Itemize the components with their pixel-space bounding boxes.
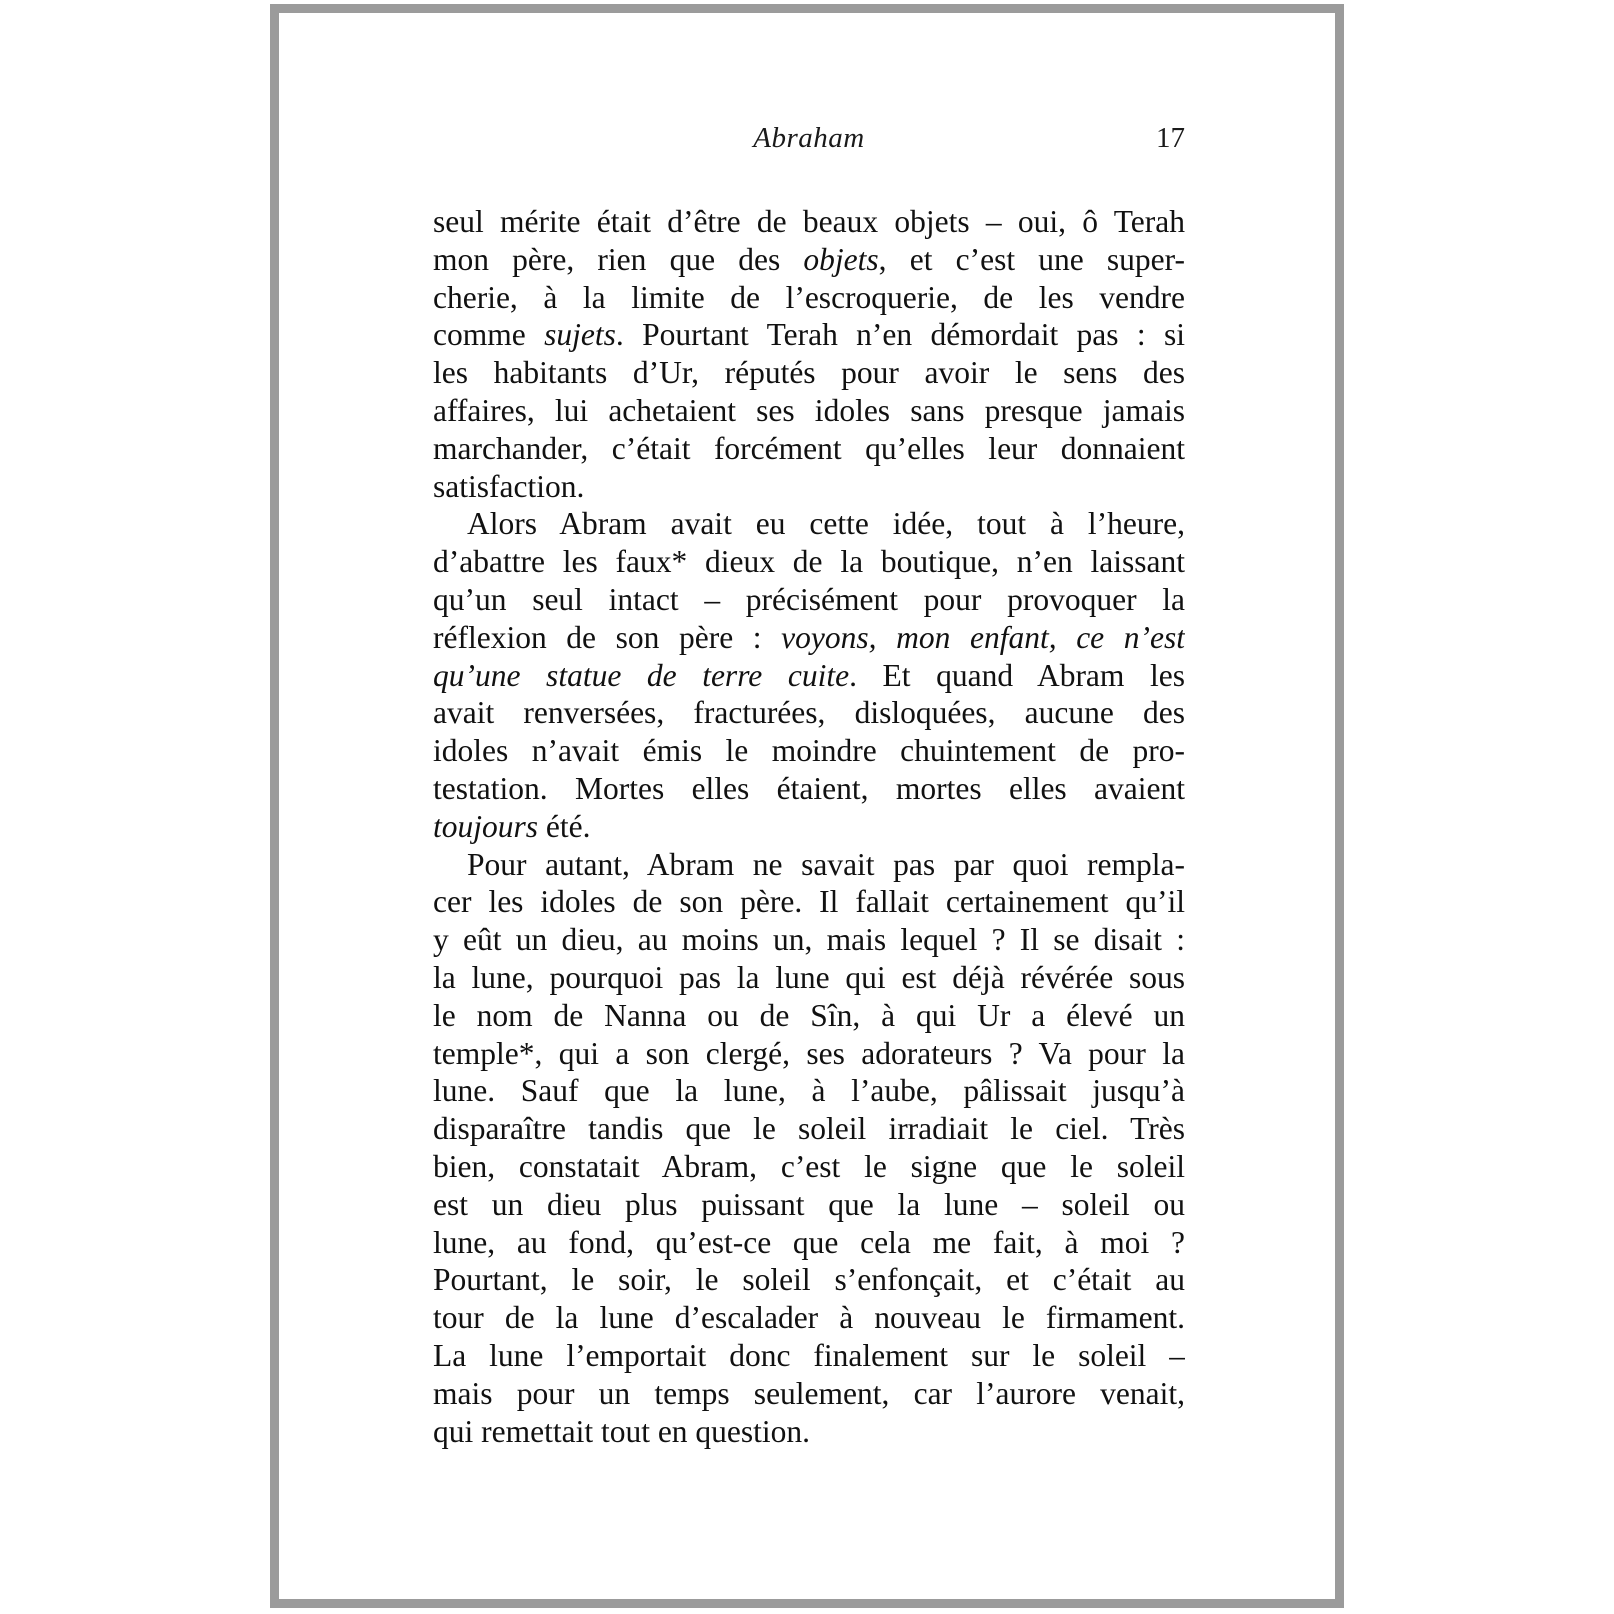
text-run: cherie, à la limite de l’escroquerie, de les vendre xyxy=(433,279,1185,315)
text-run: disparaître tandis que le soleil irradiait le ciel. Très xyxy=(433,1111,1185,1147)
text-run: Pour autant, Abram ne savait pas par quoi rempla- xyxy=(467,846,1185,882)
text-line xyxy=(433,1261,1185,1299)
text-line xyxy=(433,921,1185,959)
text-line xyxy=(433,1224,1185,1262)
text-line xyxy=(433,883,1185,921)
text-line xyxy=(433,543,1185,581)
italic-run: toujours xyxy=(433,808,539,844)
text-run: testation. Mortes elles étaient, mortes elles avaient xyxy=(433,770,1185,806)
italic-run: voyons, mon enfant, ce n’est xyxy=(781,619,1185,655)
text-run: y eût un dieu, au moins un, mais lequel ? Il se disait : xyxy=(433,922,1185,958)
running-title: Abraham xyxy=(753,122,865,154)
text-line xyxy=(433,732,1185,770)
text-run: comme xyxy=(433,317,545,353)
text-line xyxy=(433,1299,1185,1337)
text-line xyxy=(433,808,1185,846)
text-line xyxy=(433,1375,1185,1413)
text-line xyxy=(433,203,1185,241)
italic-run: sujets xyxy=(544,317,616,353)
body-text xyxy=(433,203,1185,1450)
text-run: . Et quand Abram les xyxy=(849,657,1185,693)
text-run: qui remettait tout en question. xyxy=(433,1413,811,1449)
text-line xyxy=(433,770,1185,808)
text-line xyxy=(433,392,1185,430)
text-line xyxy=(433,1413,1185,1451)
text-line xyxy=(433,505,1185,543)
text-line xyxy=(433,279,1185,317)
text-run: affaires, lui achetaient ses idoles sans presque jamais xyxy=(433,392,1185,428)
text-line xyxy=(433,430,1185,468)
text-line xyxy=(433,316,1185,354)
text-line xyxy=(433,468,1185,506)
text-run: le nom de Nanna ou de Sîn, à qui Ur a élevé un xyxy=(433,997,1185,1033)
running-head xyxy=(433,122,1185,162)
text-line xyxy=(433,1110,1185,1148)
text-run: idoles n’avait émis le moindre chuintement de pro- xyxy=(433,733,1185,769)
text-run: temple*, qui a son clergé, ses adorateurs ? Va pour la xyxy=(433,1035,1185,1071)
italic-run: qu’une statue de terre cuite xyxy=(433,657,850,693)
text-line xyxy=(433,846,1185,884)
text-run: mais pour un temps seulement, car l’aurore venait, xyxy=(433,1375,1185,1411)
text-line xyxy=(433,619,1185,657)
text-run: qu’un seul intact – précisément pour provoquer la xyxy=(433,581,1185,617)
text-run: est un dieu plus puissant que la lune – soleil ou xyxy=(433,1186,1185,1222)
text-run: été. xyxy=(538,808,591,844)
italic-run: objets xyxy=(803,241,879,277)
text-run: mon père, rien que des xyxy=(433,241,804,277)
text-line xyxy=(433,1186,1185,1224)
text-run: tour de la lune d’escalader à nouveau le firmament. xyxy=(433,1300,1185,1336)
text-line xyxy=(433,354,1185,392)
text-run: les habitants d’Ur, réputés pour avoir le sens des xyxy=(433,355,1185,391)
text-line xyxy=(433,581,1185,619)
text-run: marchander, c’était forcément qu’elles leur donnaient xyxy=(433,430,1185,466)
text-line xyxy=(433,1148,1185,1186)
text-run: lune. Sauf que la lune, à l’aube, pâlissait jusqu’à xyxy=(433,1073,1185,1109)
text-run: d’abattre les faux* dieux de la boutique, n’en laissant xyxy=(433,544,1185,580)
text-run: avait renversées, fracturées, disloquées, aucune des xyxy=(433,695,1185,731)
text-run: satisfaction. xyxy=(433,468,585,504)
text-run: cer les idoles de son père. Il fallait certainement qu’il xyxy=(433,884,1185,920)
text-line xyxy=(433,997,1185,1035)
text-line xyxy=(433,241,1185,279)
text-run: Alors Abram avait eu cette idée, tout à l’heure, xyxy=(467,506,1185,542)
text-run: La lune l’emportait donc finalement sur le soleil – xyxy=(433,1337,1185,1373)
text-line xyxy=(433,959,1185,997)
text-line xyxy=(433,1035,1185,1073)
text-line xyxy=(433,1072,1185,1110)
text-run: Pourtant, le soir, le soleil s’enfonçait, et c’était au xyxy=(433,1262,1185,1298)
text-line xyxy=(433,657,1185,695)
page-number: 17 xyxy=(1156,122,1185,154)
text-run: la lune, pourquoi pas la lune qui est déjà révérée sous xyxy=(433,959,1185,995)
text-run: . Pourtant Terah n’en démordait pas : si xyxy=(615,317,1185,353)
text-line xyxy=(433,694,1185,732)
text-run: bien, constatait Abram, c’est le signe que le soleil xyxy=(433,1148,1185,1184)
text-run: lune, au fond, qu’est-ce que cela me fait, à moi ? xyxy=(433,1224,1185,1260)
text-line xyxy=(433,1337,1185,1375)
text-run: , et c’est une super- xyxy=(878,241,1185,277)
text-run: seul mérite était d’être de beaux objets – oui, ô Terah xyxy=(433,204,1185,239)
text-run: réflexion de son père : xyxy=(433,619,782,655)
